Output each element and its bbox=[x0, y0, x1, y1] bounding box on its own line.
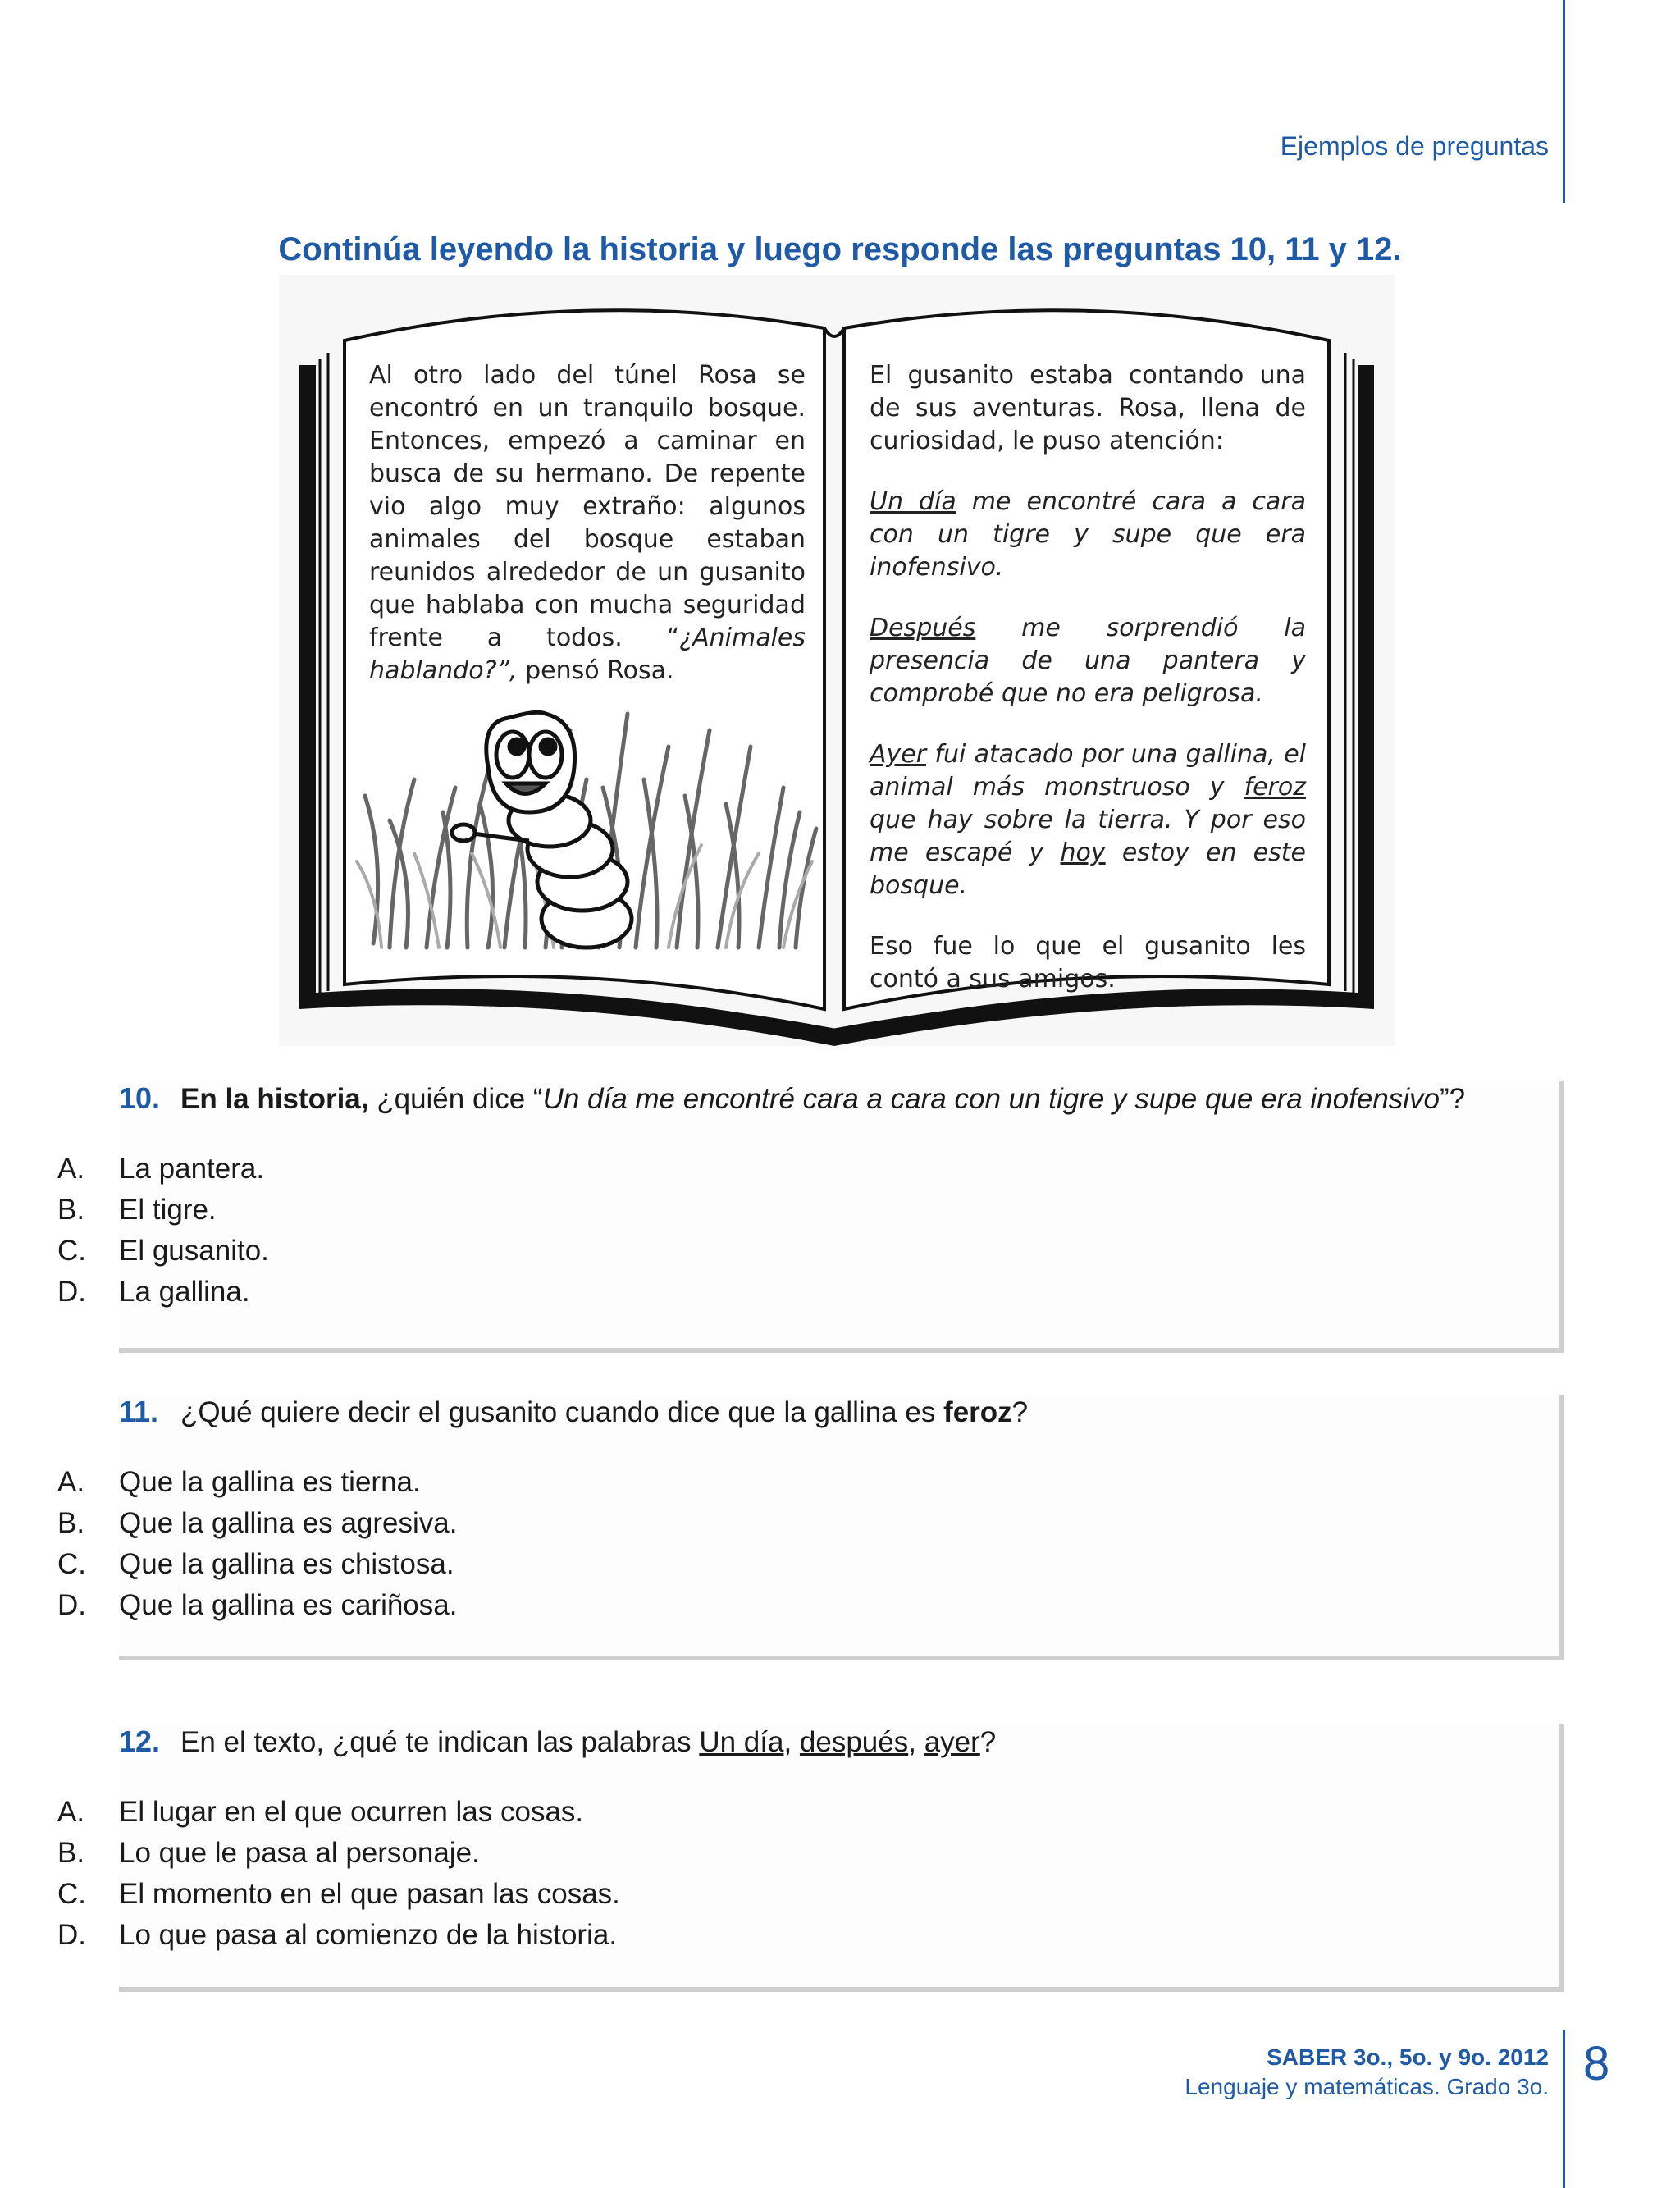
answer-option[interactable]: C. Que la gallina es chistosa. bbox=[57, 1548, 454, 1580]
answer-options bbox=[57, 1462, 1559, 1626]
question-10 bbox=[57, 1081, 1564, 1353]
answer-option[interactable]: A. Que la gallina es tierna. bbox=[57, 1466, 421, 1498]
question-text: En la historia, ¿quién dice “Un día me encontré cara a cara con un tigre y supe que era inofensivo”? bbox=[180, 1083, 1466, 1115]
question-number: 10. bbox=[119, 1081, 161, 1115]
answer-options bbox=[57, 1792, 1559, 1956]
footer-subtitle: Lenguaje y matemáticas. Grado 3o. bbox=[1185, 2074, 1549, 2099]
answer-option[interactable]: A. El lugar en el que ocurren las cosas. bbox=[57, 1796, 584, 1828]
story-paragraph: El gusanito estaba contando una de sus aventuras. Rosa, llena de curiosidad, le puso atención: bbox=[870, 361, 1306, 455]
answer-option[interactable]: B. Que la gallina es agresiva. bbox=[57, 1507, 458, 1539]
page-number: 8 bbox=[1583, 2037, 1610, 2090]
story-paragraph: Ayer fui atacado por una gallina, el animal más monstruoso y feroz que hay sobre la tierra. Y por eso me escapé y hoy estoy en este bosque. bbox=[870, 740, 1306, 900]
question-text: ¿Qué quiere decir el gusanito cuando dice que la gallina es feroz? bbox=[180, 1396, 1029, 1428]
question-text: En el texto, ¿qué te indican las palabras Un día, después, ayer? bbox=[180, 1726, 997, 1758]
story-paragraph: Después me sorprendió la presencia de una pantera y comprobé que no era peligrosa. bbox=[870, 614, 1306, 708]
story-paragraph: Un día me encontré cara a cara con un tigre y supe que era inofensivo. bbox=[870, 487, 1306, 582]
answer-options bbox=[57, 1149, 1559, 1313]
answer-option[interactable]: D. Lo que pasa al comienzo de la historia. bbox=[57, 1919, 618, 1951]
header-rule bbox=[1563, 0, 1565, 203]
section-label: Ejemplos de preguntas bbox=[1280, 131, 1549, 161]
answer-option[interactable]: C. El momento en el que pasan las cosas. bbox=[57, 1878, 620, 1910]
footer-title: SABER 3o., 5o. y 9o. 2012 bbox=[1267, 2044, 1549, 2070]
question-11 bbox=[57, 1395, 1564, 1660]
answer-option[interactable]: B. El tigre. bbox=[57, 1194, 217, 1226]
story-paragraph: Al otro lado del túnel Rosa se encontró en un tranquilo bosque. Entonces, empezó a caminar en busca de su hermano. De repente vio algo muy extraño: algunos animales del bosque estaban reunidos alrededor de un gusanito que hablaba con mucha seguridad frente a todos. “¿Animales hablando?”, pensó Rosa. bbox=[369, 361, 806, 685]
question-stem bbox=[119, 1081, 1559, 1116]
answer-option[interactable]: C. El gusanito. bbox=[57, 1235, 269, 1267]
question-number: 12. bbox=[119, 1724, 161, 1758]
answer-option[interactable]: A. La pantera. bbox=[57, 1153, 265, 1185]
question-12 bbox=[57, 1724, 1564, 1992]
question-stem bbox=[119, 1724, 1559, 1759]
answer-option[interactable]: D. La gallina. bbox=[57, 1276, 250, 1308]
footer-rule bbox=[1563, 2030, 1565, 2188]
story-paragraph: Eso fue lo que el gusanito les contó a sus amigos. bbox=[870, 932, 1306, 994]
question-number: 11. bbox=[119, 1395, 159, 1428]
answer-option[interactable]: B. Lo que le pasa al personaje. bbox=[57, 1837, 480, 1869]
instruction-heading: Continúa leyendo la historia y luego responde las preguntas 10, 11 y 12. bbox=[278, 231, 1402, 267]
story-right-page bbox=[870, 359, 1306, 1024]
answer-option[interactable]: D. Que la gallina es cariñosa. bbox=[57, 1589, 458, 1621]
story-left-page bbox=[369, 359, 806, 715]
question-stem bbox=[119, 1395, 1559, 1429]
page-header bbox=[0, 0, 1680, 213]
